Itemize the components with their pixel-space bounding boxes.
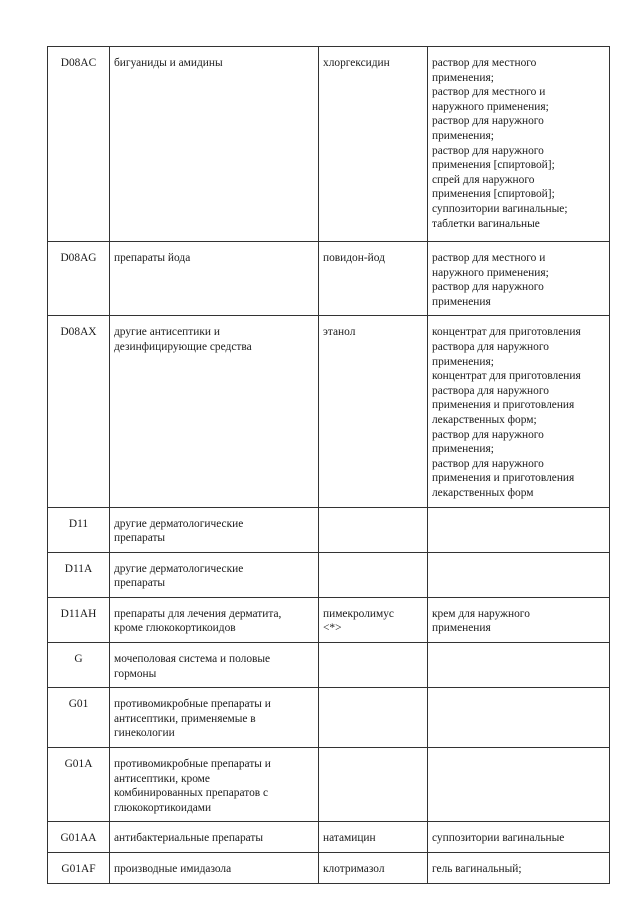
group-name-cell bbox=[110, 552, 319, 597]
group-line: другие антисептики и bbox=[114, 326, 220, 339]
drug-classification-table bbox=[47, 46, 610, 884]
dosage-forms-cell bbox=[428, 242, 610, 316]
drug-name-cell bbox=[319, 47, 428, 242]
dosage-form-line: раствор для местного bbox=[432, 57, 537, 69]
table-row bbox=[48, 597, 610, 642]
drug-name-cell bbox=[319, 507, 428, 552]
dosage-forms-cell bbox=[428, 853, 610, 884]
drug-line: натамицин bbox=[323, 832, 376, 845]
group-line: кроме глюкокортикоидов bbox=[114, 622, 236, 635]
table-row bbox=[48, 316, 610, 507]
drug-name-cell bbox=[319, 552, 428, 597]
group-name-cell bbox=[110, 688, 319, 748]
dosage-form-line: применения bbox=[432, 622, 491, 635]
atc-code-cell: D11AH bbox=[48, 597, 110, 642]
drug-name-cell bbox=[319, 242, 428, 316]
atc-code-cell: D11 bbox=[48, 507, 110, 552]
dosage-form-line: суппозитории вагинальные bbox=[432, 832, 565, 845]
group-line: препараты bbox=[114, 577, 166, 590]
atc-code-cell: G01AA bbox=[48, 822, 110, 853]
dosage-forms-cell bbox=[428, 643, 610, 688]
dosage-form-line: раствор для наружного bbox=[432, 457, 544, 470]
dosage-form-line: раствор для наружного bbox=[432, 428, 544, 441]
dosage-form-line: концентрат для приготовления bbox=[432, 326, 581, 339]
drug-line: этанол bbox=[323, 326, 356, 339]
dosage-form-line: применения [спиртовой]; bbox=[432, 159, 555, 172]
drug-name-cell bbox=[319, 853, 428, 884]
atc-code-cell: G01A bbox=[48, 748, 110, 822]
group-line: противомикробные препараты и bbox=[114, 758, 271, 771]
group-line: антисептики, применяемые в bbox=[114, 712, 256, 725]
atc-code-cell: G bbox=[48, 643, 110, 688]
atc-code-cell: D08AG bbox=[48, 242, 110, 316]
group-name-cell bbox=[110, 47, 319, 242]
group-line: гормоны bbox=[114, 667, 157, 680]
drug-line: хлоргексидин bbox=[323, 57, 390, 69]
dosage-forms-cell bbox=[428, 822, 610, 853]
dosage-form-line: применения; bbox=[432, 71, 494, 84]
group-line: гинекологии bbox=[114, 727, 175, 740]
dosage-form-line: применения и приготовления bbox=[432, 399, 575, 412]
drug-name-cell bbox=[319, 748, 428, 822]
table-body bbox=[48, 47, 610, 884]
dosage-form-line: спрей для наружного bbox=[432, 173, 535, 186]
dosage-form-line: применения; bbox=[432, 355, 494, 368]
drug-line: клотримазол bbox=[323, 863, 385, 875]
drug-name-cell bbox=[319, 316, 428, 507]
dosage-form-line: раствор для местного и bbox=[432, 252, 546, 264]
group-line: дезинфицирующие средства bbox=[114, 340, 252, 353]
dosage-forms-cell bbox=[428, 316, 610, 507]
dosage-form-line: лекарственных форм; bbox=[432, 413, 537, 426]
group-line: противомикробные препараты и bbox=[114, 698, 271, 711]
group-name-cell bbox=[110, 316, 319, 507]
dosage-forms-cell bbox=[428, 597, 610, 642]
table-row bbox=[48, 688, 610, 748]
dosage-form-line: раствора для наружного bbox=[432, 340, 549, 353]
table-row bbox=[48, 242, 610, 316]
group-line: производные имидазола bbox=[114, 863, 232, 875]
dosage-form-line: раствор для наружного bbox=[432, 115, 544, 128]
group-name-cell bbox=[110, 597, 319, 642]
group-line: другие дерматологические bbox=[114, 517, 244, 530]
table-row bbox=[48, 47, 610, 242]
group-line: антисептики, кроме bbox=[114, 772, 210, 785]
group-name-cell bbox=[110, 242, 319, 316]
group-line: бигуаниды и амидины bbox=[114, 57, 223, 69]
group-name-cell bbox=[110, 822, 319, 853]
dosage-form-line: применения; bbox=[432, 443, 494, 456]
group-line: глюкокортикоидами bbox=[114, 801, 212, 814]
table-row bbox=[48, 552, 610, 597]
dosage-form-line: гель вагинальный; bbox=[432, 863, 522, 875]
drug-name-cell bbox=[319, 597, 428, 642]
group-line: другие дерматологические bbox=[114, 562, 244, 575]
dosage-form-line: раствор для наружного bbox=[432, 144, 544, 157]
group-line: антибактериальные препараты bbox=[114, 832, 264, 845]
group-line: препараты для лечения дерматита, bbox=[114, 607, 282, 620]
table-row bbox=[48, 643, 610, 688]
drug-name-cell bbox=[319, 688, 428, 748]
group-line: препараты йода bbox=[114, 252, 191, 264]
drug-line: пимекролимус bbox=[323, 607, 394, 620]
drug-name-cell bbox=[319, 643, 428, 688]
dosage-form-line: суппозитории вагинальные; bbox=[432, 202, 568, 215]
drug-line: <*> bbox=[323, 622, 342, 635]
group-name-cell bbox=[110, 748, 319, 822]
atc-code-cell: D08AX bbox=[48, 316, 110, 507]
table-row bbox=[48, 748, 610, 822]
dosage-form-line: наружного применения; bbox=[432, 100, 549, 113]
table-row bbox=[48, 507, 610, 552]
group-name-cell bbox=[110, 643, 319, 688]
dosage-form-line: применения [спиртовой]; bbox=[432, 188, 555, 201]
dosage-form-line: крем для наружного bbox=[432, 607, 530, 620]
dosage-forms-cell bbox=[428, 688, 610, 748]
atc-code-cell: D11A bbox=[48, 552, 110, 597]
dosage-form-line: применения bbox=[432, 295, 491, 308]
dosage-forms-cell bbox=[428, 47, 610, 242]
dosage-form-line: применения и приготовления bbox=[432, 472, 575, 485]
group-line: препараты bbox=[114, 532, 166, 545]
drug-line: повидон-йод bbox=[323, 252, 385, 264]
dosage-form-line: раствор для наружного bbox=[432, 281, 544, 294]
dosage-form-line: раствора для наружного bbox=[432, 384, 549, 397]
group-name-cell bbox=[110, 507, 319, 552]
dosage-forms-cell bbox=[428, 507, 610, 552]
dosage-forms-cell bbox=[428, 748, 610, 822]
dosage-forms-cell bbox=[428, 552, 610, 597]
group-line: мочеполовая система и половые bbox=[114, 653, 271, 666]
dosage-form-line: применения; bbox=[432, 129, 494, 142]
drug-name-cell bbox=[319, 822, 428, 853]
dosage-form-line: концентрат для приготовления bbox=[432, 370, 581, 383]
atc-code-cell: G01 bbox=[48, 688, 110, 748]
dosage-form-line: раствор для местного и bbox=[432, 86, 546, 99]
table-row bbox=[48, 853, 610, 884]
group-line: комбинированных препаратов с bbox=[114, 787, 269, 800]
dosage-form-line: лекарственных форм bbox=[432, 486, 534, 499]
atc-code-cell: G01AF bbox=[48, 853, 110, 884]
dosage-form-line: наружного применения; bbox=[432, 266, 549, 279]
dosage-form-line: таблетки вагинальные bbox=[432, 217, 540, 230]
table-row bbox=[48, 822, 610, 853]
atc-code-cell: D08AC bbox=[48, 47, 110, 242]
group-name-cell bbox=[110, 853, 319, 884]
